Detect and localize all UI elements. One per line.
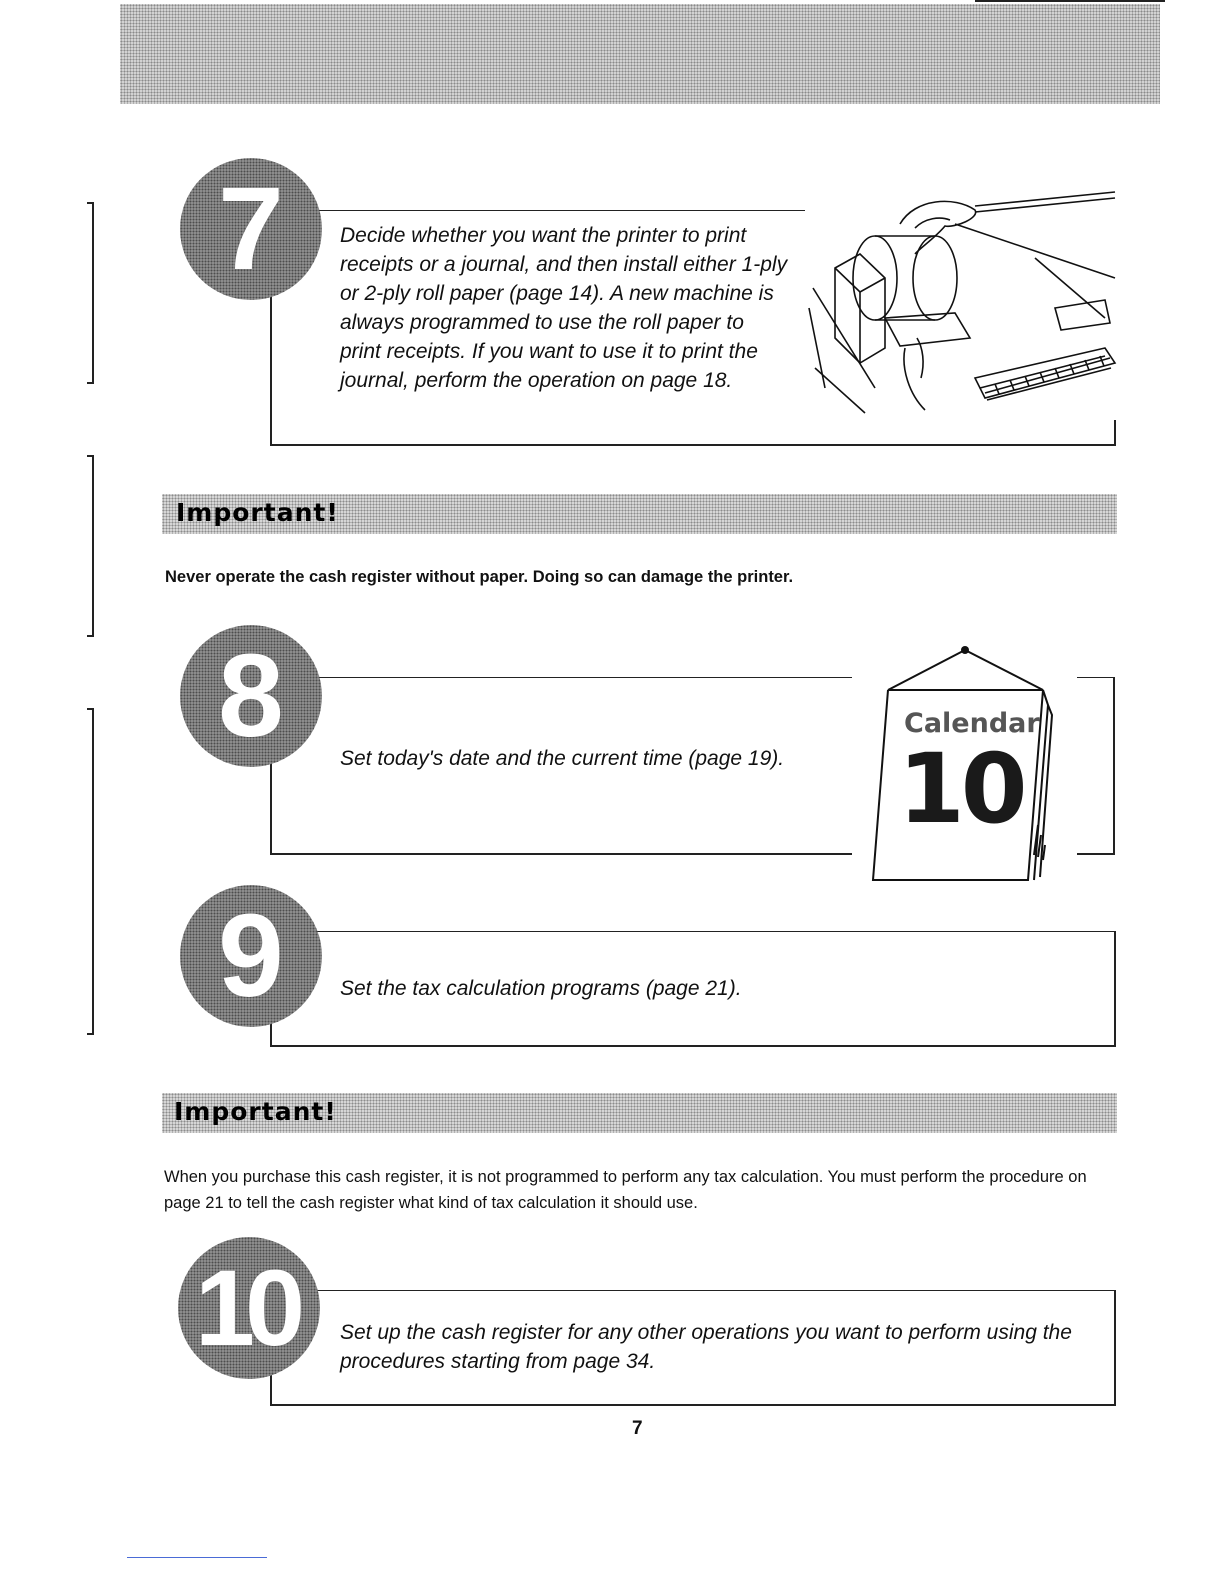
calendar-illustration xyxy=(868,645,1058,885)
calendar-day: 10 xyxy=(898,733,1024,845)
important-text: When you purchase this cash register, it is not programmed to perform any tax calculation. You must perform the procedure on page 21 to tell the cash register what kind of tax calculation it should use. xyxy=(164,1168,1087,1212)
step-8-text: Set today's date and the current time (page 19). xyxy=(340,747,785,770)
page-number: 7 xyxy=(632,1418,643,1439)
margin-bracket xyxy=(87,202,94,384)
header-banner xyxy=(120,4,1160,104)
step-9-text: Set the tax calculation programs (page 21). xyxy=(340,977,742,1000)
important-text: Never operate the cash register without paper. Doing so can damage the printer. xyxy=(165,568,794,586)
step-8-top-rule xyxy=(270,677,852,678)
step-7-badge xyxy=(180,158,322,300)
step-10-text: Set up the cash register for any other operations you want to perform using the procedures starting from page 34. xyxy=(340,1321,1072,1373)
important-label: Important! xyxy=(174,1097,337,1126)
step-number: 10 xyxy=(194,1247,296,1368)
step-8-bottom-rule-right xyxy=(1077,853,1115,855)
calendar-title: Calendar xyxy=(904,708,1040,739)
step-8-badge xyxy=(180,625,322,767)
step-number: 9 xyxy=(218,890,284,1022)
header-rule xyxy=(975,0,1165,2)
step-10-badge xyxy=(178,1237,320,1379)
margin-bracket xyxy=(87,708,94,1035)
step-number: 7 xyxy=(218,163,284,295)
step-8-bottom-rule xyxy=(270,853,852,855)
step-number: 8 xyxy=(218,630,284,762)
footer-rule xyxy=(127,1557,267,1558)
roll-paper-illustration xyxy=(805,188,1117,420)
step-8-right-rule xyxy=(1113,677,1115,855)
margin-bracket xyxy=(87,455,94,637)
step-7-text: Decide whether you want the printer to print receipts or a journal, and then install either 1-ply or 2-ply roll paper (page 14). A new machine is always programmed to use the roll paper to print receipts. If you want to use it to print the journal, perform the operation on page 18. xyxy=(340,224,788,392)
important-label: Important! xyxy=(176,498,339,527)
step-9-badge xyxy=(180,885,322,1027)
step-8-top-rule-right xyxy=(1077,677,1115,678)
